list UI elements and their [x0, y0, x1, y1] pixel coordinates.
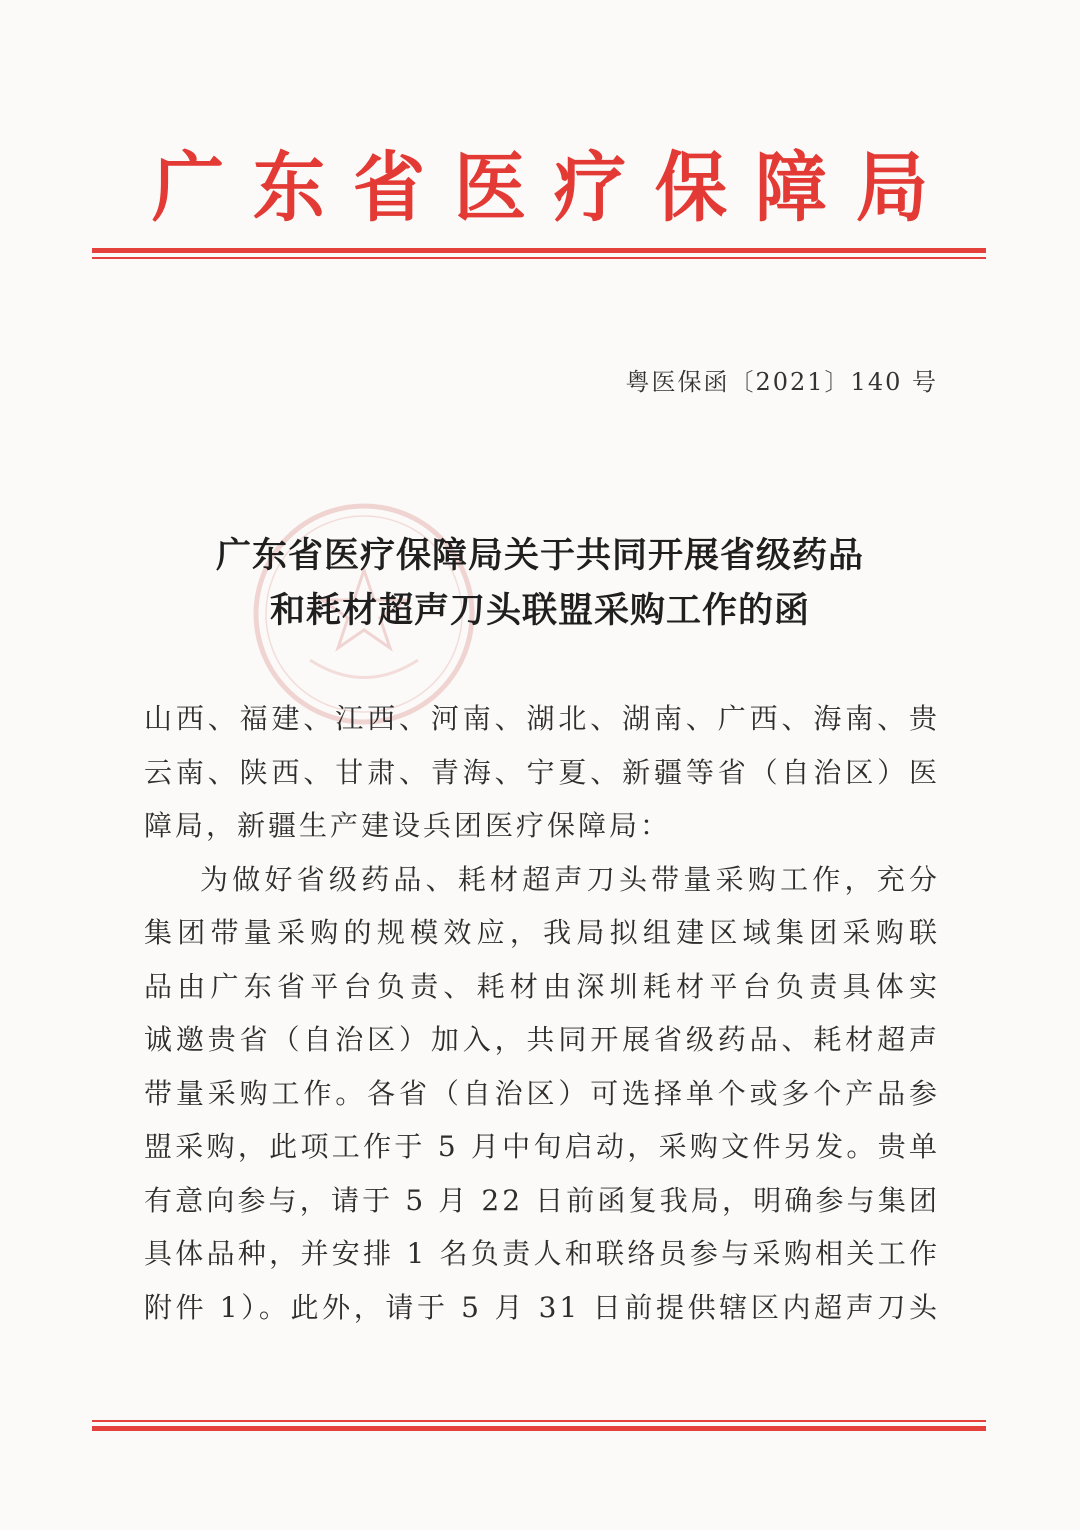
- addressee-line: 山西、福建、江西、河南、湖北、湖南、广西、海南、贵: [144, 702, 940, 735]
- masthead-char: 保: [654, 143, 727, 232]
- masthead-title: [150, 138, 930, 238]
- masthead-char: 疗: [554, 143, 627, 232]
- paragraph-line: 具体品种，并安排 1 名负责人和联络员参与采购相关工作: [144, 1237, 940, 1270]
- letter-title-line-2: 和耗材超声刀头联盟采购工作的函: [269, 591, 810, 631]
- masthead-rule-thin: [92, 257, 986, 259]
- paragraph-line: 附件 1）。此外，请于 5 月 31 日前提供辖区内超声刀头: [144, 1290, 940, 1324]
- masthead-char: 医: [453, 143, 526, 232]
- footer-rule-thin: [92, 1420, 986, 1422]
- addressee-line: 云南、陕西、甘肃、青海、宁夏、新疆等省（自治区）医: [144, 755, 940, 789]
- addressee-line: 障局，新疆生产建设兵团医疗保障局：: [144, 809, 672, 842]
- masthead-char: 障: [755, 143, 828, 232]
- masthead-char: 局: [855, 143, 929, 232]
- footer-rule-thick: [92, 1426, 986, 1431]
- letter-body: [144, 692, 940, 1334]
- document-number: 粤医保函〔2021〕140 号: [625, 368, 938, 396]
- paragraph-line: 诚邀贵省（自治区）加入，共同开展省级药品、耗材超声: [144, 1023, 940, 1056]
- masthead-rule-thick: [92, 248, 986, 253]
- paragraph-line: 有意向参与，请于 5 月 22 日前函复我局，明确参与集团: [144, 1183, 940, 1217]
- letter-title-line-1: 广东省医疗保障局关于共同开展省级药品: [215, 536, 864, 576]
- paragraph-line: 盟采购，此项工作于 5 月中旬启动，采购文件另发。贵单: [144, 1130, 940, 1163]
- paragraph-line: 品由广东省平台负责、耗材由深圳耗材平台负责具体实: [144, 969, 940, 1003]
- paragraph-line: 集团带量采购的规模效应，我局拟组建区域集团采购联: [144, 916, 940, 949]
- paragraph-line: 为做好省级药品、耗材超声刀头带量采购工作，充分: [200, 862, 940, 896]
- paragraph-line: 带量采购工作。各省（自治区）可选择单个或多个产品参: [144, 1076, 940, 1110]
- masthead-char: 省: [353, 143, 426, 232]
- masthead-char: 广: [151, 143, 225, 232]
- masthead-char: 东: [252, 143, 325, 232]
